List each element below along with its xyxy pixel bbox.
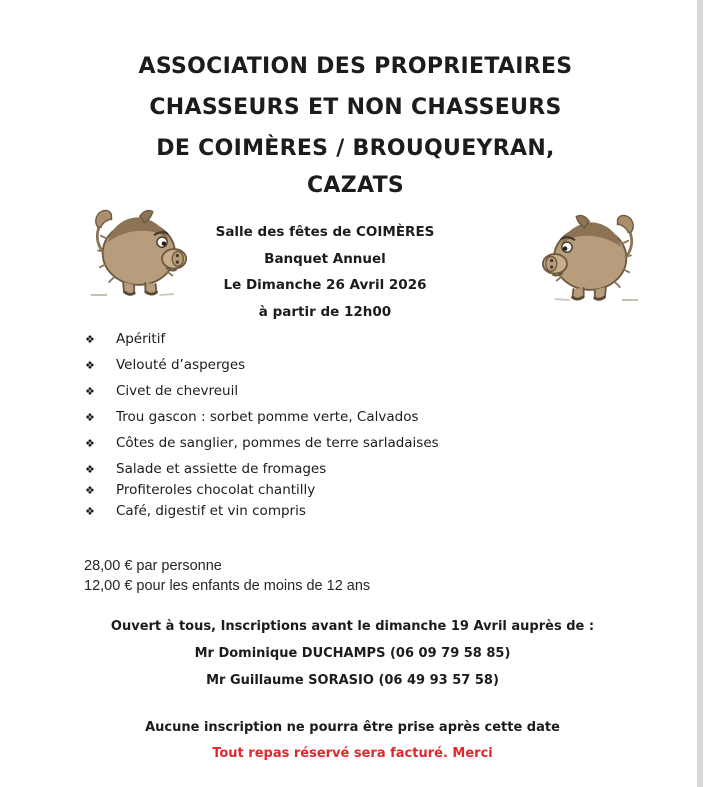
event-name: Banquet Annuel	[264, 250, 386, 267]
contact-2: Mr Guillaume SORASIO (06 49 93 57 58)	[206, 673, 499, 688]
menu-item-label: Civet de chevreuil	[116, 383, 239, 399]
reserved-warning-note: Tout repas réservé sera facturé. Merci	[212, 746, 493, 761]
title-line-4: CAZATS	[306, 173, 405, 198]
diamond-bullet-icon: ❖	[85, 505, 95, 518]
pricing	[84, 556, 370, 596]
deadline-note: Aucune inscription ne pourra être prise après cette date	[145, 720, 560, 735]
menu-item	[85, 332, 439, 347]
menu-item-label: Apéritif	[116, 331, 166, 347]
menu-item-label: Salade et assiette de fromages	[116, 461, 327, 477]
diamond-bullet-icon: ❖	[85, 437, 95, 450]
menu-list	[85, 332, 439, 530]
menu-item-label: Trou gascon : sorbet pomme verte, Calvados	[116, 409, 419, 425]
title-line-1: ASSOCIATION DES PROPRIETAIRES	[138, 54, 573, 79]
menu-item	[85, 462, 439, 477]
diamond-bullet-icon: ❖	[85, 463, 95, 476]
diamond-bullet-icon: ❖	[85, 333, 95, 346]
contact-1: Mr Dominique DUCHAMPS (06 09 79 58 85)	[194, 646, 511, 661]
menu-item-label: Côtes de sanglier, pommes de terre sarladaises	[116, 435, 439, 451]
event-time: à partir de 12h00	[258, 303, 392, 320]
title-line-2: CHASSEURS ET NON CHASSEURS	[149, 95, 562, 120]
registration-info	[0, 620, 705, 701]
menu-item-label: Café, digestif et vin compris	[116, 503, 306, 519]
menu-item	[85, 504, 439, 519]
registration-intro: Ouvert à tous, Inscriptions avant le dimanche 19 Avril auprès de :	[110, 619, 595, 634]
menu-item-label: Profiteroles chocolat chantilly	[116, 482, 316, 498]
menu-item	[85, 410, 439, 425]
menu-item	[85, 483, 439, 498]
diamond-bullet-icon: ❖	[85, 385, 95, 398]
event-date: Le Dimanche 26 Avril 2026	[223, 277, 427, 293]
price-child: 12,00 € pour les enfants de moins de 12 ans	[84, 578, 371, 594]
menu-item	[85, 436, 439, 451]
menu-item	[85, 358, 439, 373]
event-details	[0, 219, 650, 325]
menu-item	[85, 384, 439, 399]
price-adult: 28,00 € par personne	[84, 558, 222, 574]
event-venue: Salle des fêtes de COIMÈRES	[215, 224, 435, 240]
diamond-bullet-icon: ❖	[85, 411, 95, 424]
diamond-bullet-icon: ❖	[85, 359, 95, 372]
menu-item-label: Velouté d’asperges	[116, 357, 246, 373]
page-title	[0, 46, 711, 202]
title-line-3: DE COIMÈRES / BROUQUEYRAN,	[156, 136, 555, 161]
diamond-bullet-icon: ❖	[85, 484, 95, 497]
